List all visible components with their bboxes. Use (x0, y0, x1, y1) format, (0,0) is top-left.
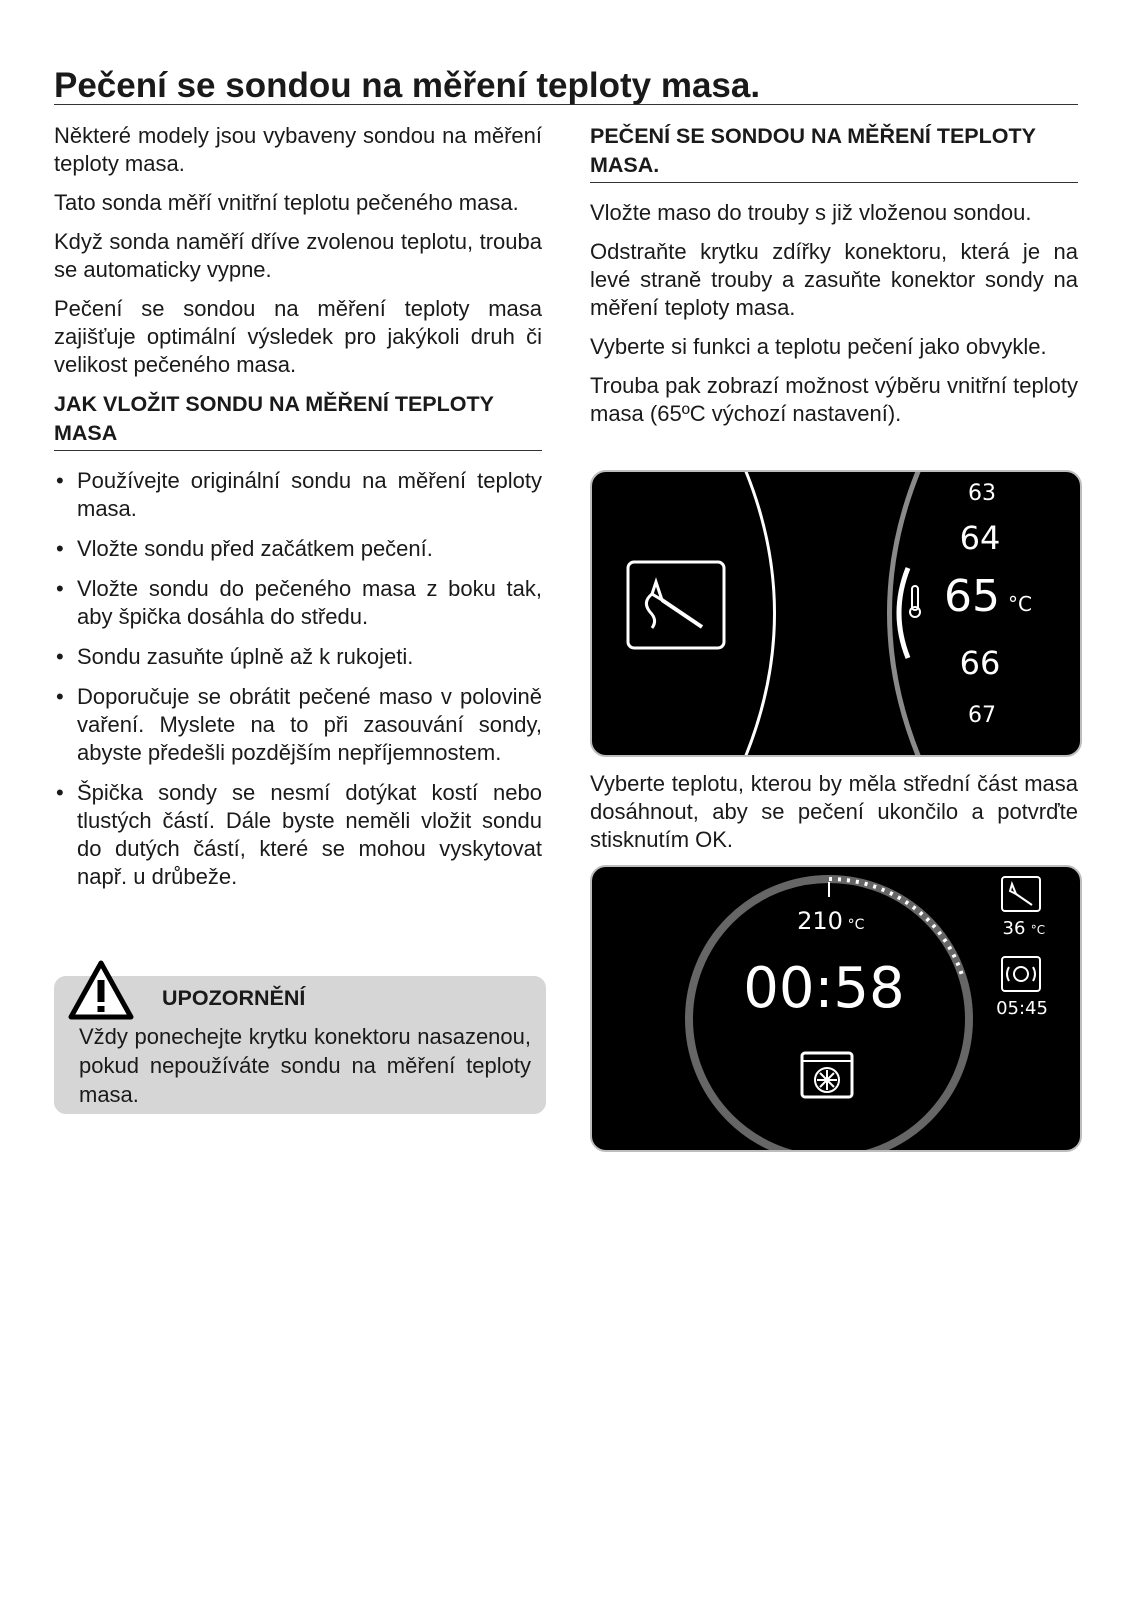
step-paragraph: Vyberte si funkci a teplotu pečení jako obvykle. (590, 334, 1047, 359)
page-title: Pečení se sondou na měření teploty masa. (54, 66, 1078, 105)
display-graphic (592, 867, 1080, 1150)
section-heading-insert-probe: JAK VLOŽIT SONDU NA MĚŘENÍ TEPLOTY MASA (54, 390, 542, 451)
step-paragraph: Odstraňte krytku zdířky konektoru, která je na levé straně trouby a zasuňte konektor sondy na měření teploty masa. (590, 239, 1078, 320)
step-paragraph: Vyberte teplotu, kterou by měla střední část masa dosáhnout, aby se pečení ukončilo a potvrďte stisknutím OK. (590, 771, 1078, 852)
list-item-text: Vložte sondu před začátkem pečení. (77, 536, 433, 561)
bullet-marker: • (56, 536, 64, 561)
thermometer-icon (910, 586, 920, 617)
list-item (54, 575, 542, 631)
left-column (54, 122, 542, 903)
list-item (54, 643, 542, 671)
list-item-text: Vložte sondu do pečeného masa z boku tak, aby špička dosáhla do středu. (77, 576, 542, 629)
oven-temp: 210 (797, 907, 843, 935)
probe-function-icon (628, 562, 724, 648)
right-column (590, 122, 1078, 439)
warning-title: UPOZORNĚNÍ (162, 986, 306, 1010)
probe-icon (1002, 877, 1040, 911)
instruction-list (54, 467, 542, 891)
temp-option: 66 (959, 644, 1001, 682)
temp-option: 64 (959, 519, 1001, 557)
bullet-marker: • (56, 644, 64, 669)
intro-paragraph: Některé modely jsou vybaveny sondou na měření teploty masa. (54, 123, 542, 176)
list-item-text: Používejte originální sondu na měření teploty masa. (77, 468, 542, 521)
warning-box (54, 976, 546, 1114)
list-item (54, 779, 542, 891)
step-paragraph: Vložte maso do trouby s již vloženou sondou. (590, 200, 1032, 225)
list-item-text: Sondu zasuňte úplně až k rukojeti. (77, 644, 414, 669)
bullet-marker: • (56, 576, 64, 601)
alarm-clock-icon (1002, 957, 1040, 991)
section-heading-probe-cooking: PEČENÍ SE SONDOU NA MĚŘENÍ TEPLOTY MASA. (590, 122, 1078, 183)
bullet-marker: • (56, 780, 64, 805)
warning-triangle-icon (68, 960, 134, 1020)
intro-paragraph: Tato sonda měří vnitřní teplotu pečeného masa. (54, 190, 519, 215)
end-time: 05:45 (996, 998, 1048, 1019)
list-item (54, 467, 542, 523)
warning-text: Vždy ponechejte krytku konektoru nasazenou, pokud nepoužíváte sondu na měření teploty masa. (79, 1024, 531, 1107)
list-item-text: Doporučuje se obrátit pečené maso v polovině vaření. Myslete na to při zasouvání sondy, abyste předešli pozdějším nepříjemnostem. (77, 684, 542, 765)
temp-unit: °C (1008, 592, 1032, 616)
list-item-text: Špička sondy se nesmí dotýkat kostí nebo tlustých částí. Dále byste neměli vložit sondu do dutých částí, které se mohou vyskytovat např. u drůbeže. (77, 780, 542, 889)
temp-option: 63 (968, 481, 996, 506)
probe-temp-unit: °C (1030, 923, 1046, 937)
after-screen-paragraph (590, 770, 1078, 865)
display-graphic (592, 472, 1080, 755)
probe-temp: 36 (1002, 918, 1026, 939)
oven-temp-unit: °C (847, 917, 865, 933)
list-item (54, 683, 542, 767)
intro-paragraph: Pečení se sondou na měření teploty masa zajišťuje optimální výsledek pro jakýkoli druh či velikost pečeného masa. (54, 296, 542, 377)
bullet-marker: • (56, 468, 64, 493)
intro-paragraph: Když sonda naměří dříve zvolenou teplotu, trouba se automaticky vypne. (54, 229, 542, 282)
list-item (54, 535, 542, 563)
display-probe-cooking (590, 865, 1082, 1152)
temp-selected: 65 (944, 571, 1000, 622)
display-probe-temp-selection (590, 470, 1082, 757)
fan-oven-icon (802, 1053, 852, 1097)
cooking-time: 00:58 (743, 956, 905, 1021)
step-paragraph: Trouba pak zobrazí možnost výběru vnitřní teploty masa (65ºC výchozí nastavení). (590, 373, 1078, 426)
temp-option: 67 (968, 703, 996, 728)
bullet-marker: • (56, 684, 64, 709)
